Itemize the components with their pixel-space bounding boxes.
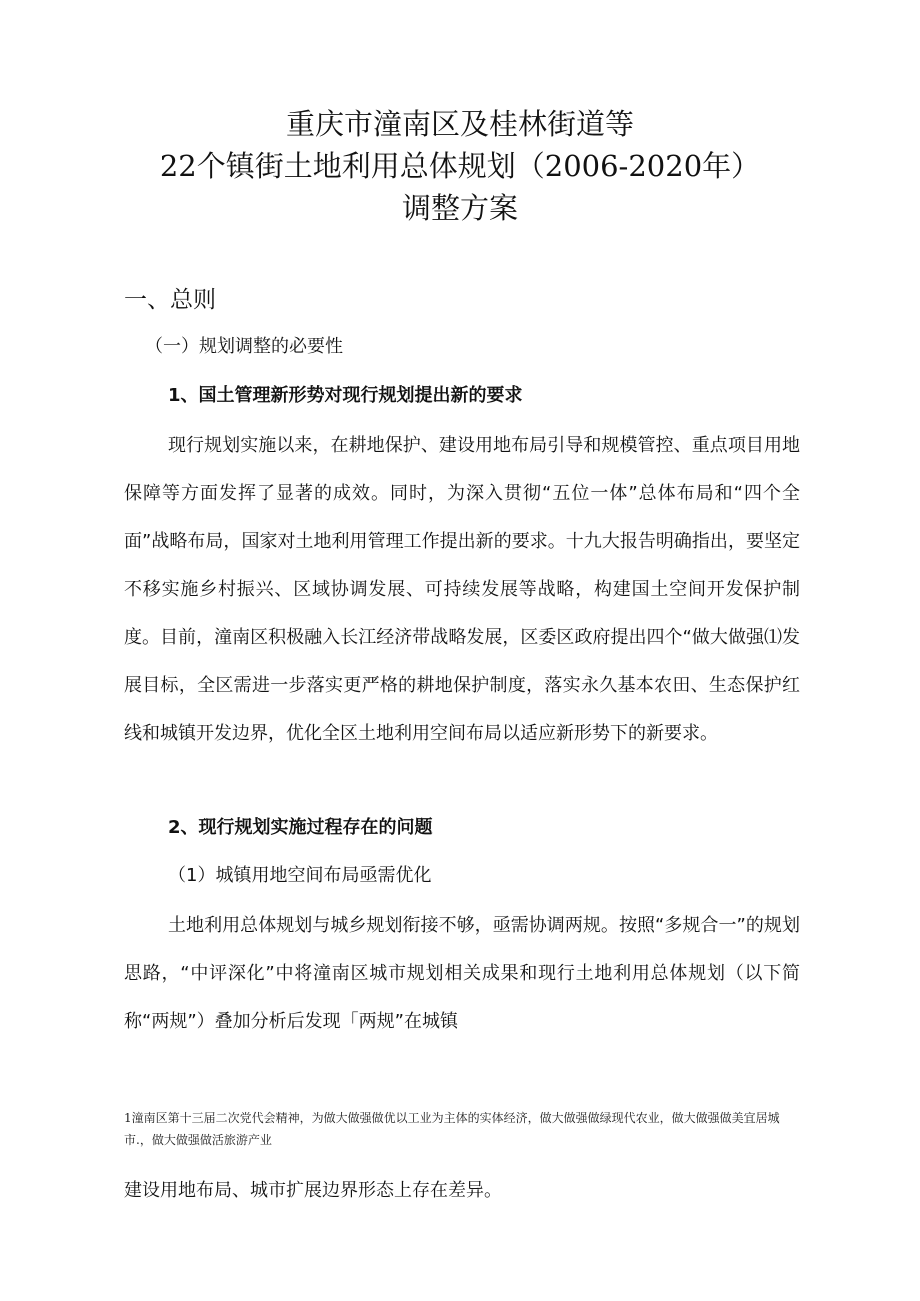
item-heading-new-requirements: 1、国土管理新形势对现行规划提出新的要求 [168, 385, 523, 406]
footnote-reference[interactable]: ⑴ [763, 627, 783, 648]
document-title-line-2: 22个镇街土地利用总体规划（2006-2020年） [159, 149, 761, 183]
continued-paragraph-text: 建设用地布局、城市扩展边界形态上存在差异。 [124, 1180, 502, 1201]
paragraph-new-requirements [124, 422, 800, 758]
paragraph-urban-layout: 土地利用总体规划与城乡规划衔接不够，亟需协调两规。按照“多规合一”的规划思路，“中评深化”中将潼南区城市规划相关成果和现行土地利用总体规划（以下简称“两规”）叠加分析后发现「两规”在城镇 [124, 915, 800, 1032]
document-title-line-1: 重庆市潼南区及桂林街道等 [285, 107, 634, 141]
item-heading-problems: 2、现行规划实施过程存在的问题 [168, 817, 433, 838]
footnote-text: 1潼南区第十三届二次党代会精神，为做大做强做优以工业为主体的实体经济，做大做强做绿现代农业，做大做强做美宜居城市.，做大做强做活旅游产业 [124, 1111, 780, 1147]
paragraph-text-after-note: 发展目标，全区需进一步落实更严格的耕地保护制度，落实永久基本农田、生态保护红线和城镇开发边界，优化全区土地利用空间布局以适应新形势下的新要求。 [124, 627, 801, 744]
document-title-line-3: 调整方案 [401, 191, 518, 225]
section-heading-general: 一、总则 [124, 287, 216, 313]
paragraph-text-before-note: 现行规划实施以来，在耕地保护、建设用地布局引导和规模管控、重点项目用地保障等方面发挥了显著的成效。同时，为深入贯彻“五位一体”总体布局和“四个全面”战略布局，国家对土地利用管理工作提出新的要求。十九大报告明确指出，要坚定不移实施乡村振兴、区域协调发展、可持续发展等战略，构建国土空间开发保护制度。目前，潼南区积极融入长江经济带战略发展，区委区政府提出四个“做大做强 [124, 435, 800, 648]
sub-item-heading-urban-layout: （1）城镇用地空间布局亟需优化 [168, 865, 432, 886]
subsection-heading-necessity: （一）规划调整的必要性 [145, 336, 343, 357]
